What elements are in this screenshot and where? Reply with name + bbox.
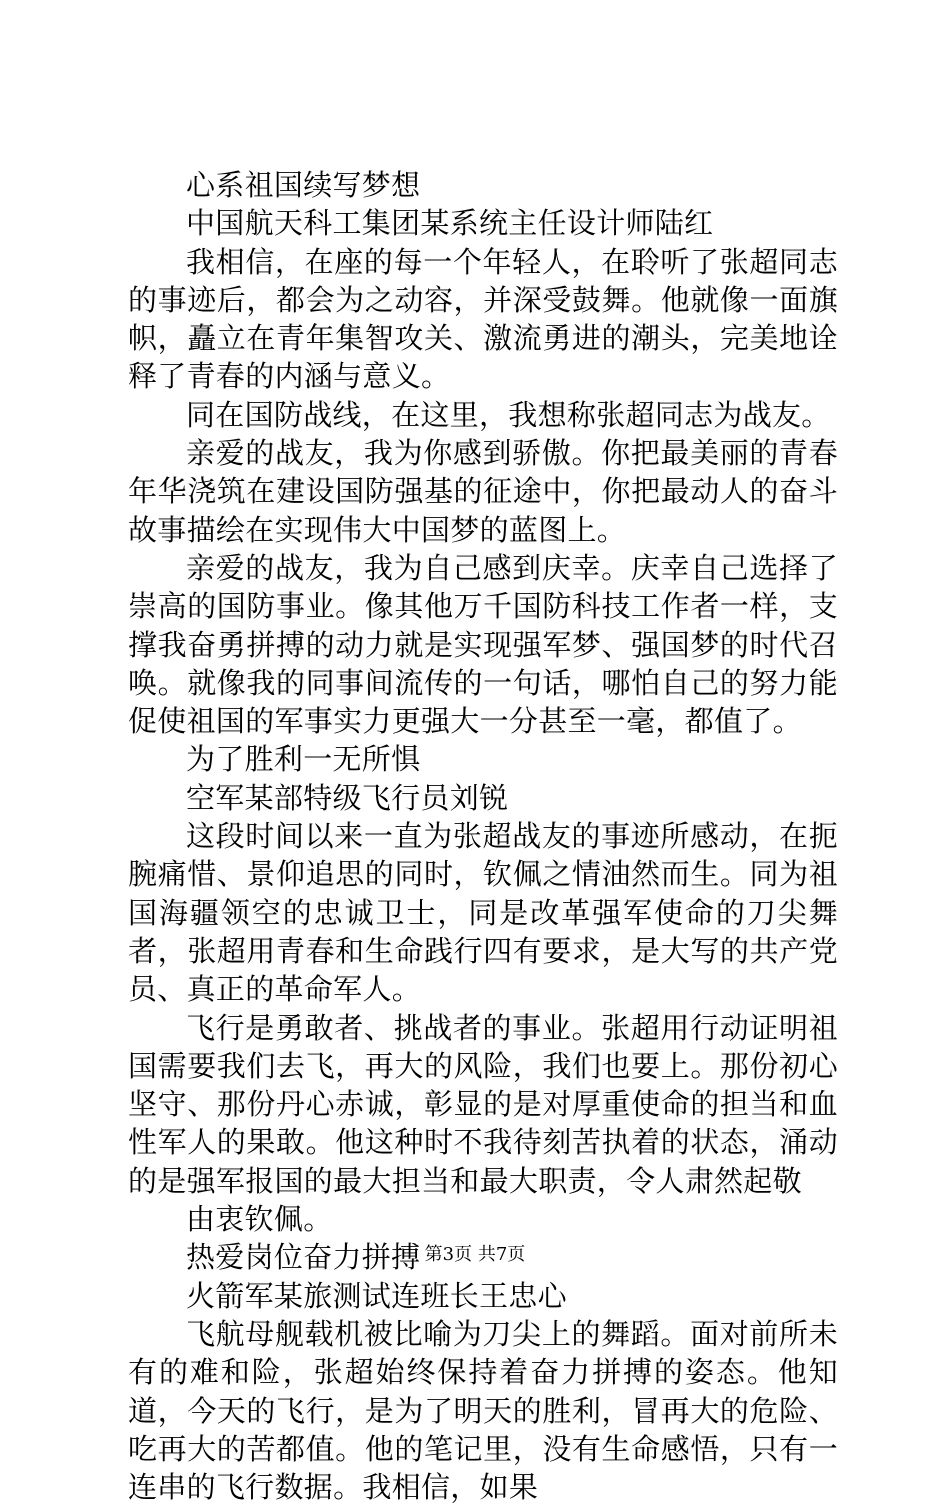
speaker-line: 中国航天科工集团某系统主任设计师陆红 [186, 206, 714, 241]
page-footer: 第3页 共7页 [424, 1244, 526, 1265]
body-paragraph: 亲爱的战友，我为你感到骄傲。你把最美丽的青春年华浇筑在建设国防强基的征途中，你把最动人的奋斗故事描绘在实现伟大中国梦的蓝图上。 [128, 436, 838, 547]
speaker-line: 火箭军某旅测试连班长王忠心 [186, 1278, 567, 1313]
body-paragraph: 我相信，在座的每一个年轻人，在聆听了张超同志的事迹后，都会为之动容，并深受鼓舞。他就像一面旗帜，矗立在青年集智攻关、激流勇进的潮头，完美地诠释了青春的内涵与意义。 [128, 244, 838, 394]
body-paragraph: 亲爱的战友，我为自己感到庆幸。庆幸自己选择了崇高的国防事业。像其他万千国防科技工作者一样，支撑我奋勇拼搏的动力就是实现强军梦、强国梦的时代召唤。就像我的同事间流传的一句话，哪怕自己的努力能促使祖国的军事实力更强大一分甚至一毫，都值了。 [128, 550, 838, 739]
section-title: 为了胜利一无所惧 [186, 742, 421, 777]
body-paragraph: 飞行是勇敢者、挑战者的事业。张超用行动证明祖国需要我们去飞，再大的风险，我们也要上。那份初心坚守、那份丹心赤诚，彰显的是对厚重使命的担当和血性军人的果敢。他这种时不我待刻苦执着的状态，涌动的是强军报国的最大担当和最大职责，令人肃然起敬 [128, 1010, 838, 1198]
section-title: 热爱岗位奋力拼搏 [186, 1240, 421, 1275]
body-paragraph: 由衷钦佩。 [186, 1202, 333, 1237]
section-title: 心系祖国续写梦想 [186, 168, 421, 202]
body-paragraph: 飞航母舰载机被比喻为刀尖上的舞蹈。面对前所未有的难和险，张超始终保持着奋力拼搏的姿态。他知道，今天的飞行，是为了明天的胜利，冒再大的危险、吃再大的苦都值。他的笔记里，没有生命感悟，只有一连串的飞行数据。我相信，如果 [128, 1316, 838, 1505]
document-body [128, 166, 838, 1506]
body-paragraph: 这段时间以来一直为张超战友的事迹所感动，在扼腕痛惜、景仰追思的同时，钦佩之情油然而生。同为祖国海疆领空的忠诚卫士，同是改革强军使命的刀尖舞者，张超用青春和生命践行四有要求，是大写的共产党员、真正的革命军人。 [128, 819, 838, 1007]
body-paragraph: 同在国防战线，在这里，我想称张超同志为战友。 [186, 397, 831, 432]
speaker-line: 空军某部特级飞行员刘锐 [186, 780, 509, 815]
